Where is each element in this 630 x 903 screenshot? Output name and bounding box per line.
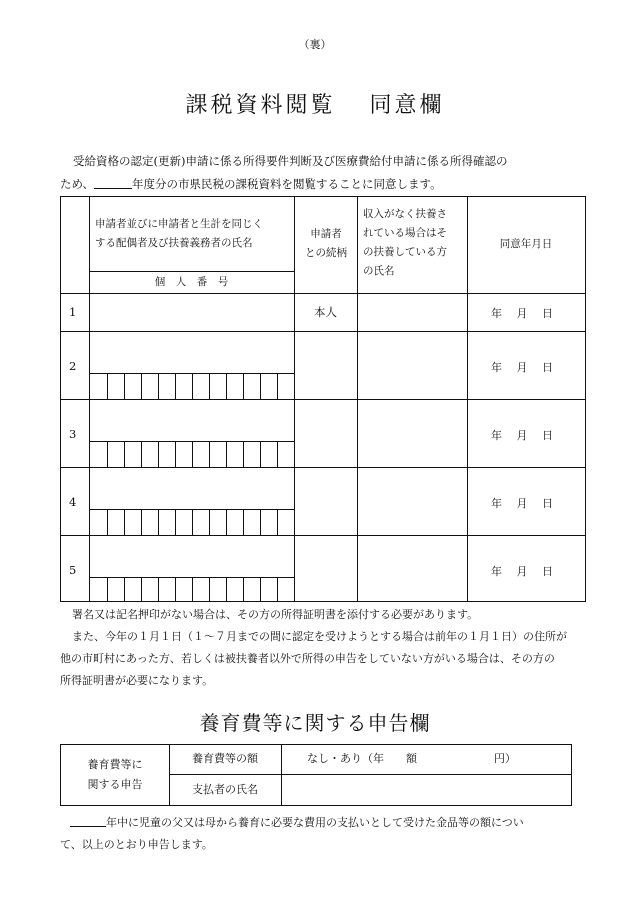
row-number: 1	[69, 305, 77, 319]
row-1-date[interactable]: 年 月 日	[491, 307, 553, 320]
note-signature: 署名又は記名押印がない場合は、その方の所得証明書を添付する必要があります。	[72, 608, 479, 621]
payer-label: 支払者の氏名	[192, 783, 258, 796]
row-5-relation-field[interactable]	[295, 536, 356, 601]
row-5-individual-number[interactable]	[90, 578, 293, 601]
amount-value[interactable]: なし・あり（年 額 円）	[307, 752, 516, 765]
note-address-3: 所得証明書が必要になります。	[60, 674, 214, 687]
intro-line2-suffix: 年度分の市県民税の課税資料を閲覧することに同意します。	[132, 177, 442, 191]
row-1-relation: 本人	[314, 305, 337, 319]
row-1-name-field[interactable]	[90, 294, 293, 330]
intro-line2-prefix: ため、	[60, 177, 95, 191]
row-number: 3	[69, 427, 77, 441]
intro-line-2	[60, 173, 590, 196]
row-5-name-field[interactable]	[90, 536, 293, 576]
support-section-title: 養育費等に関する申告欄	[199, 711, 431, 735]
row-number: 2	[69, 359, 77, 373]
title-left: 課税資料閲覧	[185, 93, 336, 118]
row-5-supporter-field[interactable]	[358, 536, 466, 601]
declaration-line-1: 年中に児童の父又は母から養育に必要な費用の支払いとして受けた金品等の額につい	[60, 812, 590, 834]
declaration-line-2: て、以上のとおり申告します。	[60, 838, 213, 851]
header-individual-number: 個 人 番 号	[154, 276, 229, 288]
declaration-year-blank[interactable]	[70, 814, 106, 827]
row-3-individual-number[interactable]	[90, 442, 293, 466]
row-4-relation-field[interactable]	[295, 468, 356, 534]
row-4-supporter-field[interactable]	[358, 468, 466, 534]
row-2-relation-field[interactable]	[295, 332, 356, 398]
row-3-relation-field[interactable]	[295, 400, 356, 466]
page-title	[0, 88, 630, 119]
consent-table	[60, 196, 586, 602]
header-relation: 申請者 との続柄	[305, 228, 347, 259]
row-4-date[interactable]: 年 月 日	[491, 497, 553, 510]
row-3-name-field[interactable]	[90, 400, 293, 440]
amount-label: 養育費等の額	[192, 752, 258, 765]
title-right: 同意欄	[369, 93, 445, 118]
header-consent-date: 同意年月日	[499, 238, 553, 250]
header-name: 申請者並びに申請者と生計を同じく する配偶者及び扶養義務者の氏名	[95, 218, 263, 249]
row-4-individual-number[interactable]	[90, 510, 293, 534]
support-label: 養育費等に 関する申告	[87, 758, 143, 791]
page-header: （裏）	[298, 38, 332, 51]
fiscal-year-blank[interactable]	[94, 176, 132, 189]
row-5-date[interactable]: 年 月 日	[491, 565, 553, 578]
row-2-name-field[interactable]	[90, 332, 293, 372]
row-3-date[interactable]: 年 月 日	[491, 429, 553, 442]
note-address-2: 他の市町村にあった方、若しくは被扶養者以外で所得の申告をしていない方がいる場合は、その方の	[60, 652, 555, 665]
row-number: 5	[69, 563, 77, 577]
row-2-date[interactable]: 年 月 日	[491, 361, 553, 374]
row-2-individual-number[interactable]	[90, 374, 293, 398]
header-split	[89, 271, 294, 272]
payer-name-field[interactable]	[282, 775, 570, 805]
row-2-supporter-field[interactable]	[358, 332, 466, 398]
intro-line-1: 受給資格の認定(更新)申請に係る所得要件判断及び医療費給付申請に係る所得確認の	[73, 154, 508, 168]
row-3-supporter-field[interactable]	[358, 400, 466, 466]
row-number: 4	[69, 495, 77, 509]
support-table	[60, 744, 572, 806]
header-supporter: 収入がなく扶養さ れている場合はそ の扶養している方 の氏名	[363, 208, 447, 277]
row-1-supporter-field[interactable]	[358, 294, 466, 330]
note-address-1: また、今年の１月１日（１～７月までの間に認定を受けようとする場合は前年の１月１日）の住所が	[72, 630, 567, 643]
row-4-name-field[interactable]	[90, 468, 293, 508]
